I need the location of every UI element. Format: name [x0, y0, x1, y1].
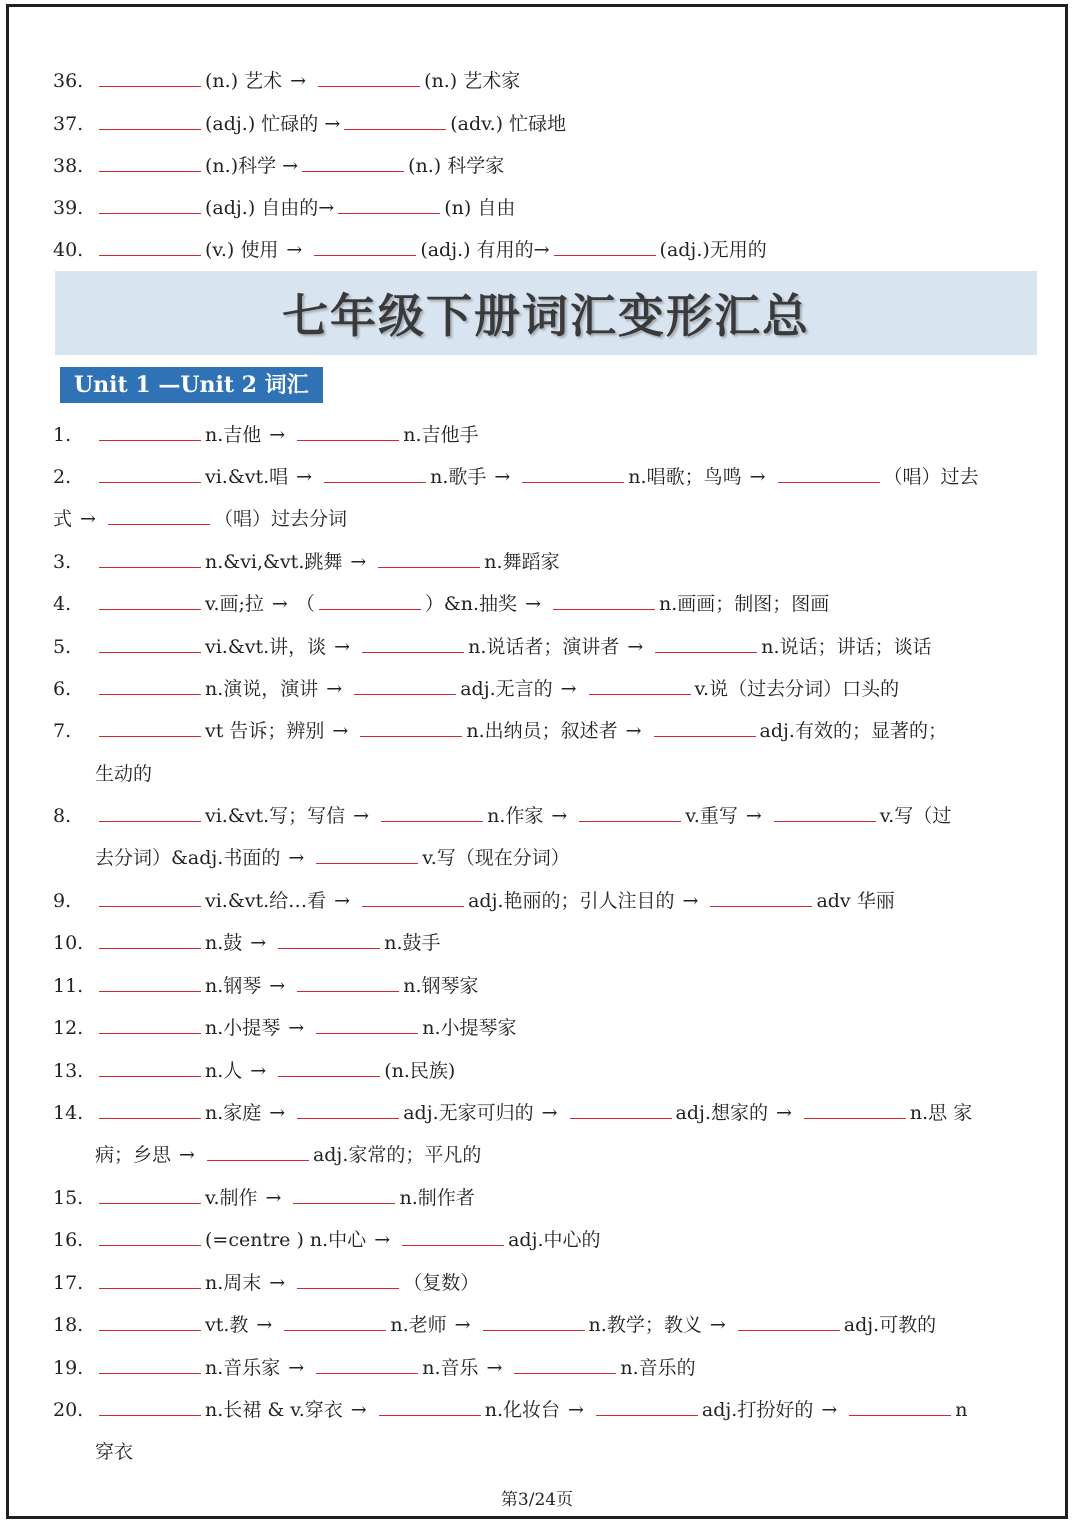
answer-blank[interactable]: [99, 892, 201, 907]
item-text: （: [295, 593, 315, 615]
answer-blank[interactable]: [99, 1231, 201, 1246]
arrow-icon: →: [286, 239, 303, 261]
item-text: n.吉他: [205, 424, 262, 446]
answer-blank[interactable]: [381, 807, 483, 822]
unit-label: Unit 1 —Unit 2 词汇: [60, 367, 323, 403]
item-text: 生动的: [95, 763, 153, 785]
arrow-icon: →: [179, 1144, 195, 1166]
item-text: (adv.) 忙碌地: [450, 113, 567, 135]
page: [6, 4, 1068, 1519]
arrow-icon: →: [334, 636, 351, 658]
answer-blank[interactable]: [99, 1019, 201, 1034]
list-item-continuation: [95, 846, 570, 870]
item-text: n.钢琴: [205, 975, 262, 997]
answer-blank[interactable]: [99, 977, 201, 992]
answer-blank[interactable]: [362, 892, 464, 907]
item-number: 14.: [53, 1102, 84, 1124]
item-text: n.舞蹈家: [484, 551, 560, 573]
item-text: v.重写: [685, 805, 738, 827]
item-text: vt.教: [205, 1314, 249, 1336]
item-text: (n.)科学 →: [205, 155, 299, 177]
arrow-icon: →: [560, 678, 577, 700]
item-text: n.家庭: [205, 1102, 262, 1124]
item-text: n.吉他手: [403, 424, 479, 446]
item-text: vi.&vt.写；写信: [205, 805, 346, 827]
list-item: [53, 465, 979, 489]
list-item: [53, 1271, 479, 1295]
answer-blank[interactable]: [324, 468, 426, 483]
arrow-icon: →: [350, 551, 367, 573]
answer-blank[interactable]: [402, 1231, 504, 1246]
item-number: 1.: [53, 424, 72, 446]
item-text: n.周末: [205, 1272, 262, 1294]
answer-blank[interactable]: [354, 680, 456, 695]
arrow-icon: →: [334, 890, 351, 912]
answer-blank[interactable]: [99, 1316, 201, 1331]
item-number: 13.: [53, 1060, 84, 1082]
item-text: adj.无言的: [460, 678, 553, 700]
item-text: （复数）: [403, 1272, 480, 1294]
item-text: n.出纳员；叙述者: [466, 720, 618, 742]
answer-blank[interactable]: [570, 1104, 672, 1119]
list-item-continuation: [95, 762, 152, 786]
list-item: [53, 1398, 968, 1422]
arrow-icon: →: [288, 847, 305, 869]
arrow-icon: →: [627, 636, 644, 658]
item-text: n.教学；教义: [588, 1314, 702, 1336]
arrow-icon: →: [332, 720, 349, 742]
item-text: n.说话者；演讲者: [468, 636, 620, 658]
list-item: [53, 1016, 516, 1040]
arrow-icon: →: [326, 678, 343, 700]
item-text: (n.) 科学家: [408, 155, 505, 177]
arrow-icon: →: [821, 1399, 838, 1421]
arrow-icon: →: [551, 805, 568, 827]
answer-blank[interactable]: [655, 638, 757, 653]
item-text: n.化妆台: [484, 1399, 560, 1421]
item-text: adj.想家的: [675, 1102, 768, 1124]
answer-blank[interactable]: [284, 1316, 386, 1331]
arrow-icon: →: [454, 1314, 471, 1336]
item-number: 17.: [53, 1272, 84, 1294]
item-text: ）&n.抽奖: [424, 593, 518, 615]
arrow-icon: →: [265, 1187, 282, 1209]
item-text: n.鼓: [205, 932, 243, 954]
answer-blank[interactable]: [108, 510, 210, 525]
answer-blank[interactable]: [99, 1359, 201, 1374]
answer-blank[interactable]: [99, 241, 201, 256]
item-text: n.长裙 & v.穿衣: [205, 1399, 343, 1421]
item-text: n: [955, 1399, 968, 1421]
item-text: n.鼓手: [384, 932, 441, 954]
item-text: 式: [53, 508, 73, 530]
item-text: (adj.) 忙碌的 →: [205, 113, 341, 135]
item-text: vt 告诉；辨别: [205, 720, 325, 742]
item-number: 12.: [53, 1017, 84, 1039]
list-item: [53, 550, 560, 574]
answer-blank[interactable]: [278, 1062, 380, 1077]
answer-blank[interactable]: [344, 115, 446, 130]
item-text: n.音乐家: [205, 1357, 281, 1379]
answer-blank[interactable]: [522, 468, 624, 483]
arrow-icon: →: [775, 1102, 792, 1124]
item-number: 11.: [53, 975, 84, 997]
answer-blank[interactable]: [297, 426, 399, 441]
arrow-icon: →: [749, 466, 766, 488]
item-text: (n.民族): [384, 1060, 456, 1082]
answer-blank[interactable]: [804, 1104, 906, 1119]
item-text: v.制作: [205, 1187, 258, 1209]
item-text: v.写（过: [879, 805, 952, 827]
answer-blank[interactable]: [378, 553, 480, 568]
item-text: 病；乡思: [95, 1144, 172, 1166]
item-text: n.人: [205, 1060, 243, 1082]
answer-blank[interactable]: [318, 72, 420, 87]
answer-blank[interactable]: [99, 934, 201, 949]
list-item: [53, 69, 520, 93]
answer-blank[interactable]: [710, 892, 812, 907]
arrow-icon: →: [250, 1060, 267, 1082]
list-item-continuation: [53, 507, 347, 531]
arrow-icon: →: [745, 805, 762, 827]
list-item: [53, 238, 767, 262]
item-text: (adj.) 有用的→: [420, 239, 550, 261]
answer-blank[interactable]: [293, 1189, 395, 1204]
item-number: 7.: [53, 720, 72, 742]
answer-blank[interactable]: [302, 157, 404, 172]
answer-blank[interactable]: [514, 1359, 616, 1374]
item-text: n.唱歌；鸟鸣: [628, 466, 742, 488]
list-item: [53, 423, 478, 447]
arrow-icon: →: [350, 1399, 367, 1421]
arrow-icon: →: [269, 1272, 286, 1294]
item-text: vi.&vt.讲，谈: [205, 636, 327, 658]
answer-blank[interactable]: [774, 807, 876, 822]
answer-blank[interactable]: [99, 595, 201, 610]
item-text: adj.中心的: [508, 1229, 601, 1251]
answer-blank[interactable]: [278, 934, 380, 949]
arrow-icon: →: [525, 593, 541, 615]
item-text: (adj.) 自由的→: [205, 197, 335, 219]
arrow-icon: →: [80, 508, 96, 530]
answer-blank[interactable]: [379, 1401, 481, 1416]
arrow-icon: →: [568, 1399, 584, 1421]
item-text: (n) 自由: [444, 197, 516, 219]
answer-blank[interactable]: [207, 1146, 309, 1161]
list-item: [53, 1101, 972, 1125]
item-text: (n.) 艺术: [205, 70, 283, 92]
answer-blank[interactable]: [99, 1274, 201, 1289]
answer-blank[interactable]: [99, 1189, 201, 1204]
item-text: n.说话；讲话；谈话: [761, 636, 932, 658]
answer-blank[interactable]: [596, 1401, 698, 1416]
answer-blank[interactable]: [99, 680, 201, 695]
page-title: 七年级下册词汇变形汇总: [282, 289, 810, 343]
item-number: 8.: [53, 805, 72, 827]
list-item: [53, 1313, 936, 1337]
item-text: (v.) 使用: [205, 239, 279, 261]
arrow-icon: →: [625, 720, 642, 742]
answer-blank[interactable]: [554, 241, 656, 256]
item-text: v.说（过去分词）口头的: [694, 678, 900, 700]
item-text: n.&vi,&vt.跳舞: [205, 551, 343, 573]
item-text: vi.&vt.给…看: [205, 890, 327, 912]
item-text: vi.&vt.唱: [205, 466, 289, 488]
item-text: v.写（现在分词）: [422, 847, 570, 869]
answer-blank[interactable]: [314, 241, 416, 256]
item-number: 18.: [53, 1314, 84, 1336]
answer-blank[interactable]: [297, 1104, 399, 1119]
answer-blank[interactable]: [338, 199, 440, 214]
item-number: 20.: [53, 1399, 84, 1421]
item-number: 6.: [53, 678, 72, 700]
arrow-icon: →: [271, 593, 288, 615]
answer-blank[interactable]: [849, 1401, 951, 1416]
arrow-icon: →: [486, 1357, 503, 1379]
arrow-icon: →: [374, 1229, 391, 1251]
arrow-icon: →: [494, 466, 511, 488]
answer-blank[interactable]: [99, 72, 201, 87]
item-text: 穿衣: [95, 1441, 134, 1463]
list-item-continuation: [95, 1440, 133, 1464]
answer-blank[interactable]: [99, 199, 201, 214]
item-number: 36.: [53, 70, 84, 92]
item-text: n.音乐的: [620, 1357, 696, 1379]
list-item: [53, 1228, 601, 1252]
item-text: adv 华丽: [816, 890, 895, 912]
item-number: 9.: [53, 890, 72, 912]
arrow-icon: →: [541, 1102, 558, 1124]
item-number: 16.: [53, 1229, 84, 1251]
item-text: (=centre ) n.中心: [205, 1229, 367, 1251]
list-item: [53, 1356, 696, 1380]
answer-blank[interactable]: [483, 1316, 585, 1331]
item-text: adj.艳丽的；引人注目的: [468, 890, 675, 912]
item-text: adj.可教的: [843, 1314, 937, 1336]
item-text: n.歌手: [430, 466, 487, 488]
arrow-icon: →: [269, 1102, 286, 1124]
item-text: （唱）过去分词: [213, 508, 347, 530]
answer-blank[interactable]: [579, 807, 681, 822]
answer-blank[interactable]: [99, 115, 201, 130]
item-number: 39.: [53, 197, 84, 219]
answer-blank[interactable]: [360, 722, 462, 737]
answer-blank[interactable]: [99, 1062, 201, 1077]
answer-blank[interactable]: [316, 1359, 418, 1374]
arrow-icon: →: [269, 975, 286, 997]
item-text: adj.家常的；平凡的: [312, 1144, 482, 1166]
answer-blank[interactable]: [99, 722, 201, 737]
answer-blank[interactable]: [553, 595, 655, 610]
list-item: [53, 112, 566, 136]
list-item: [53, 1186, 475, 1210]
list-item: [53, 719, 947, 743]
answer-blank[interactable]: [316, 849, 418, 864]
item-number: 37.: [53, 113, 84, 135]
answer-blank[interactable]: [99, 1104, 201, 1119]
item-text: adj.有效的；显著的；: [759, 720, 947, 742]
item-text: adj.无家可归的: [403, 1102, 534, 1124]
item-text: v.画;拉: [205, 593, 264, 615]
page-number: 第3/24页: [500, 1490, 574, 1510]
answer-blank[interactable]: [316, 1019, 418, 1034]
item-number: 4.: [53, 593, 72, 615]
item-text: n.制作者: [399, 1187, 475, 1209]
item-text: n.演说，演讲: [205, 678, 319, 700]
answer-blank[interactable]: [99, 553, 201, 568]
answer-blank[interactable]: [362, 638, 464, 653]
arrow-icon: →: [288, 1017, 305, 1039]
item-number: 19.: [53, 1357, 84, 1379]
item-text: n.钢琴家: [403, 975, 479, 997]
answer-blank[interactable]: [99, 157, 201, 172]
arrow-icon: →: [290, 70, 307, 92]
item-text: n.音乐: [422, 1357, 479, 1379]
answer-blank[interactable]: [99, 807, 201, 822]
list-item-continuation: [95, 1143, 481, 1167]
arrow-icon: →: [288, 1357, 305, 1379]
arrow-icon: →: [250, 932, 267, 954]
list-item: [53, 1059, 455, 1083]
list-item: [53, 154, 504, 178]
arrow-icon: →: [269, 424, 286, 446]
answer-blank[interactable]: [99, 468, 201, 483]
answer-blank[interactable]: [738, 1316, 840, 1331]
item-number: 38.: [53, 155, 84, 177]
item-text: adj.打扮好的: [701, 1399, 814, 1421]
item-number: 10.: [53, 932, 84, 954]
list-item: [53, 196, 515, 220]
answer-blank[interactable]: [99, 638, 201, 653]
item-text: (n.) 艺术家: [424, 70, 521, 92]
item-text: n.老师: [390, 1314, 447, 1336]
item-text: n.小提琴: [205, 1017, 281, 1039]
answer-blank[interactable]: [297, 1274, 399, 1289]
item-number: 15.: [53, 1187, 84, 1209]
item-text: （唱）过去: [883, 466, 979, 488]
list-item: [53, 931, 440, 955]
item-text: n.思 家: [909, 1102, 973, 1124]
answer-blank[interactable]: [319, 595, 421, 610]
arrow-icon: →: [353, 805, 370, 827]
answer-blank[interactable]: [99, 1401, 201, 1416]
item-number: 5.: [53, 636, 72, 658]
arrow-icon: →: [256, 1314, 273, 1336]
arrow-icon: →: [296, 466, 313, 488]
list-item: [53, 592, 829, 616]
item-text: (adj.)无用的: [659, 239, 767, 261]
item-text: 去分词）&adj.书面的: [95, 847, 281, 869]
arrow-icon: →: [709, 1314, 726, 1336]
item-text: n.作家: [487, 805, 544, 827]
item-text: n.小提琴家: [422, 1017, 517, 1039]
section-banner: [55, 271, 1037, 355]
answer-blank[interactable]: [654, 722, 756, 737]
item-number: 3.: [53, 551, 72, 573]
list-item: [53, 677, 899, 701]
item-number: 2.: [53, 466, 72, 488]
item-text: n.画画；制图；图画: [658, 593, 830, 615]
answer-blank[interactable]: [778, 468, 880, 483]
answer-blank[interactable]: [99, 426, 201, 441]
item-number: 40.: [53, 239, 84, 261]
answer-blank[interactable]: [297, 977, 399, 992]
list-item: [53, 889, 895, 913]
arrow-icon: →: [682, 890, 699, 912]
list-item: [53, 974, 478, 998]
list-item: [53, 804, 951, 828]
list-item: [53, 635, 932, 659]
answer-blank[interactable]: [589, 680, 691, 695]
